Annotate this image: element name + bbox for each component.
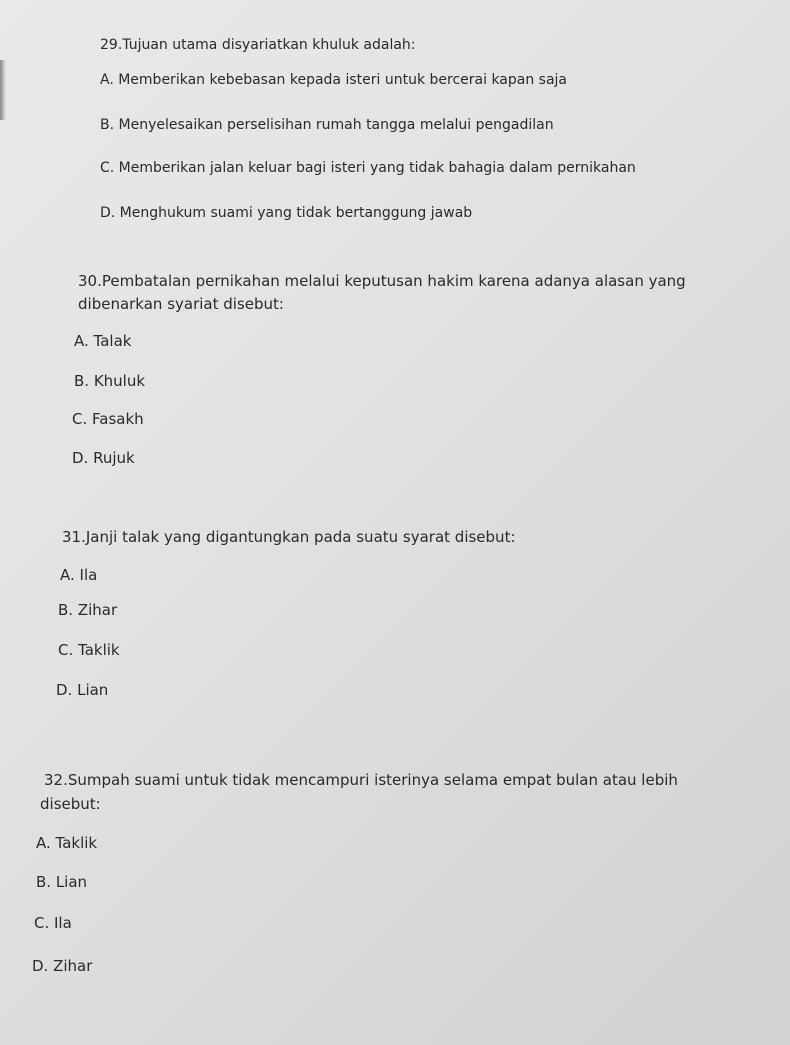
option-b: B. Zihar — [58, 601, 118, 619]
question-stem-line-2: disebut: — [40, 795, 101, 813]
option-a: A. Taklik — [36, 834, 98, 852]
option-c: C. Memberikan jalan keluar bagi isteri yang tidak bahagia dalam pernikahan — [100, 160, 636, 176]
option-b: B. Khuluk — [74, 372, 146, 390]
option-b: B. Menyelesaikan perselisihan rumah tangga melalui pengadilan — [100, 117, 554, 133]
option-a: A. Ila — [60, 566, 98, 584]
option-d: D. Rujuk — [72, 449, 135, 467]
question-stem-line-1: 32.Sumpah suami untuk tidak mencampuri isterinya selama empat bulan atau lebih — [44, 771, 678, 789]
page-edge-shadow — [0, 60, 6, 120]
question-stem: 29.Tujuan utama disyariatkan khuluk adalah: — [100, 37, 416, 53]
option-a: A. Memberikan kebebasan kepada isteri untuk bercerai kapan saja — [100, 72, 568, 88]
option-c: C. Ila — [34, 914, 72, 932]
question-stem-line-1: 30.Pembatalan pernikahan melalui keputusan hakim karena adanya alasan yang — [78, 272, 686, 290]
question-stem-line-2: dibenarkan syariat disebut: — [78, 295, 284, 313]
option-b: B. Lian — [36, 873, 88, 891]
option-d: D. Lian — [56, 681, 109, 699]
option-c: C. Fasakh — [72, 410, 144, 428]
question-stem: 31.Janji talak yang digantungkan pada suatu syarat disebut: — [62, 528, 516, 546]
option-a: A. Talak — [74, 332, 132, 350]
option-d: D. Menghukum suami yang tidak bertanggung jawab — [100, 205, 473, 221]
option-c: C. Taklik — [58, 641, 120, 659]
option-d: D. Zihar — [32, 957, 93, 975]
